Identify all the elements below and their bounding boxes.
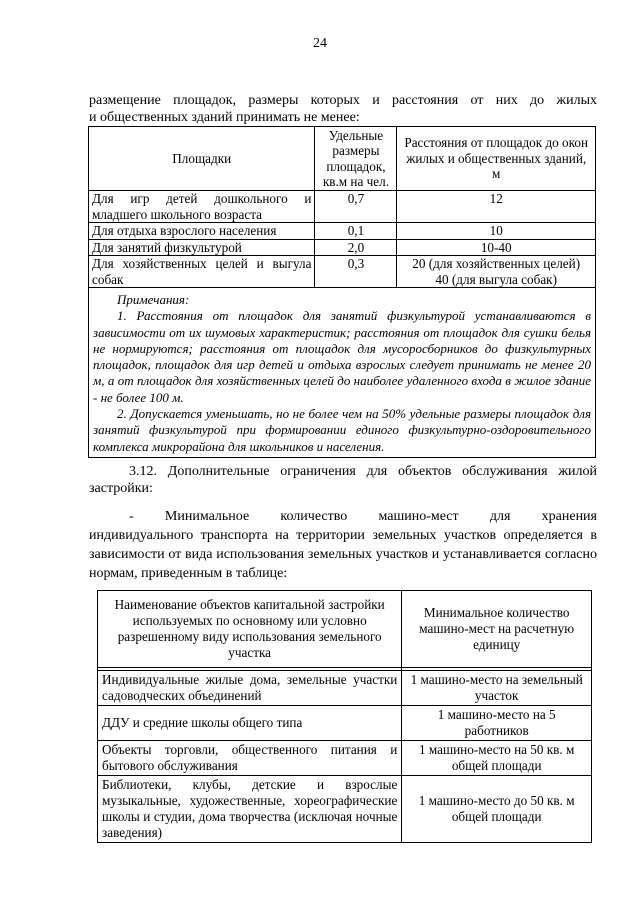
distance-dog-walking: 40 (для выгула собак): [435, 271, 557, 287]
zone-distance: 10-40: [397, 239, 596, 256]
zone-size: 2,0: [315, 239, 397, 256]
zone-distance: [397, 256, 596, 288]
table-header-row: [89, 127, 596, 191]
notes-title: Примечания:: [117, 292, 190, 307]
page-number: 24: [313, 36, 327, 51]
table-row: [89, 223, 596, 240]
parking-norm: 1 машино-место на земельный участок: [402, 671, 592, 706]
object-name: Библиотеки, клубы, детские и взрослые музыкальные, художественные, хореографические школы и студии, дома творчества (исключая ночные заведения): [98, 776, 402, 843]
parking-table: [97, 590, 592, 843]
parking-paragraph-line-1: - Минимальное количество машино-мест для хранения: [129, 509, 597, 524]
header-zone: Площадки: [89, 127, 315, 191]
table-row: [98, 671, 592, 706]
distance-household: 20 (для хозяйственных целей): [412, 256, 581, 271]
parking-norm: 1 машино-место на 50 кв. м общей площади: [402, 741, 592, 776]
table-row: [98, 776, 592, 843]
object-name: ДДУ и средние школы общего типа: [98, 706, 402, 741]
section-heading-line-1: 3.12. Дополнительные ограничения для объектов обслуживания жилой: [129, 464, 597, 479]
parking-paragraph-rest: индивидуального транспорта на территории земельных участков определяется в зависимости от вида использования земельных участков и устанавливается согласно нормам, приведенным в таблице:: [89, 528, 597, 581]
zone-size: 0,3: [315, 256, 397, 288]
table-row: [98, 741, 592, 776]
note-2: 2. Допускается уменьшать, но не более чем на 50% удельные размеры площадок для занятий физкультурой при формировании единого физкультурно-оздоровительного комплекса микрорайона для школьников и населения.: [93, 406, 591, 454]
intro-line-2: и общественных зданий принимать не менее:: [89, 110, 360, 125]
table-row: [89, 256, 596, 288]
note-1: 1. Расстояния от площадок для занятий физкультурой устанавливаются в зависимости от их шумовых характеристик; расстояния от площадок для сушки белья не нормируются; расстояния от площадок для мусоросборников до физкультурных площадок, площадок для игр детей и отдыха взрослых следует принимать не менее 20 м, а от площадок для хозяйственных целей до наиболее удаленного входа в жилое здание - не более 100 м.: [93, 308, 591, 405]
zone-name: Для игр детей дошкольного и младшего школьного возраста: [89, 191, 315, 223]
intro-paragraph: [89, 92, 597, 126]
zone-name: Для занятий физкультурой: [89, 239, 315, 256]
zone-name: Для отдыха взрослого населения: [89, 223, 315, 240]
zone-size: 0,1: [315, 223, 397, 240]
parking-paragraph: [89, 507, 597, 583]
parking-norm: 1 машино-место до 50 кв. м общей площади: [402, 776, 592, 843]
notes-row: [89, 288, 596, 458]
zone-distance: 12: [397, 191, 596, 223]
section-3-12: [89, 463, 597, 583]
notes-cell: [89, 288, 596, 458]
table-row: [98, 706, 592, 741]
zone-distance: 10: [397, 223, 596, 240]
zone-size: 0,7: [315, 191, 397, 223]
intro-line-1: размещение площадок, размеры которых и расстояния от них до жилых: [89, 93, 597, 108]
header-size: Удельные размеры площадок, кв.м на чел.: [315, 127, 397, 191]
playgrounds-table: [88, 126, 596, 458]
object-name: Индивидуальные жилые дома, земельные участки садоводческих объединений: [98, 671, 402, 706]
header-parking: Минимальное количество машино-мест на расчетную единицу: [402, 591, 592, 668]
section-heading-line-2: застройки:: [89, 481, 153, 496]
header-object: Наименование объектов капитальной застройки используемых по основному или условно разрешенному виду использования земельного участка: [98, 591, 402, 668]
object-name: Объекты торговли, общественного питания и бытового обслуживания: [98, 741, 402, 776]
table-row: [89, 239, 596, 256]
header-distance: Расстояния от площадок до окон жилых и общественных зданий, м: [397, 127, 596, 191]
parking-norm: 1 машино-место на 5 работников: [402, 706, 592, 741]
zone-name: Для хозяйственных целей и выгула собак: [89, 256, 315, 288]
table-row: [89, 191, 596, 223]
table-header-row: [98, 591, 592, 668]
